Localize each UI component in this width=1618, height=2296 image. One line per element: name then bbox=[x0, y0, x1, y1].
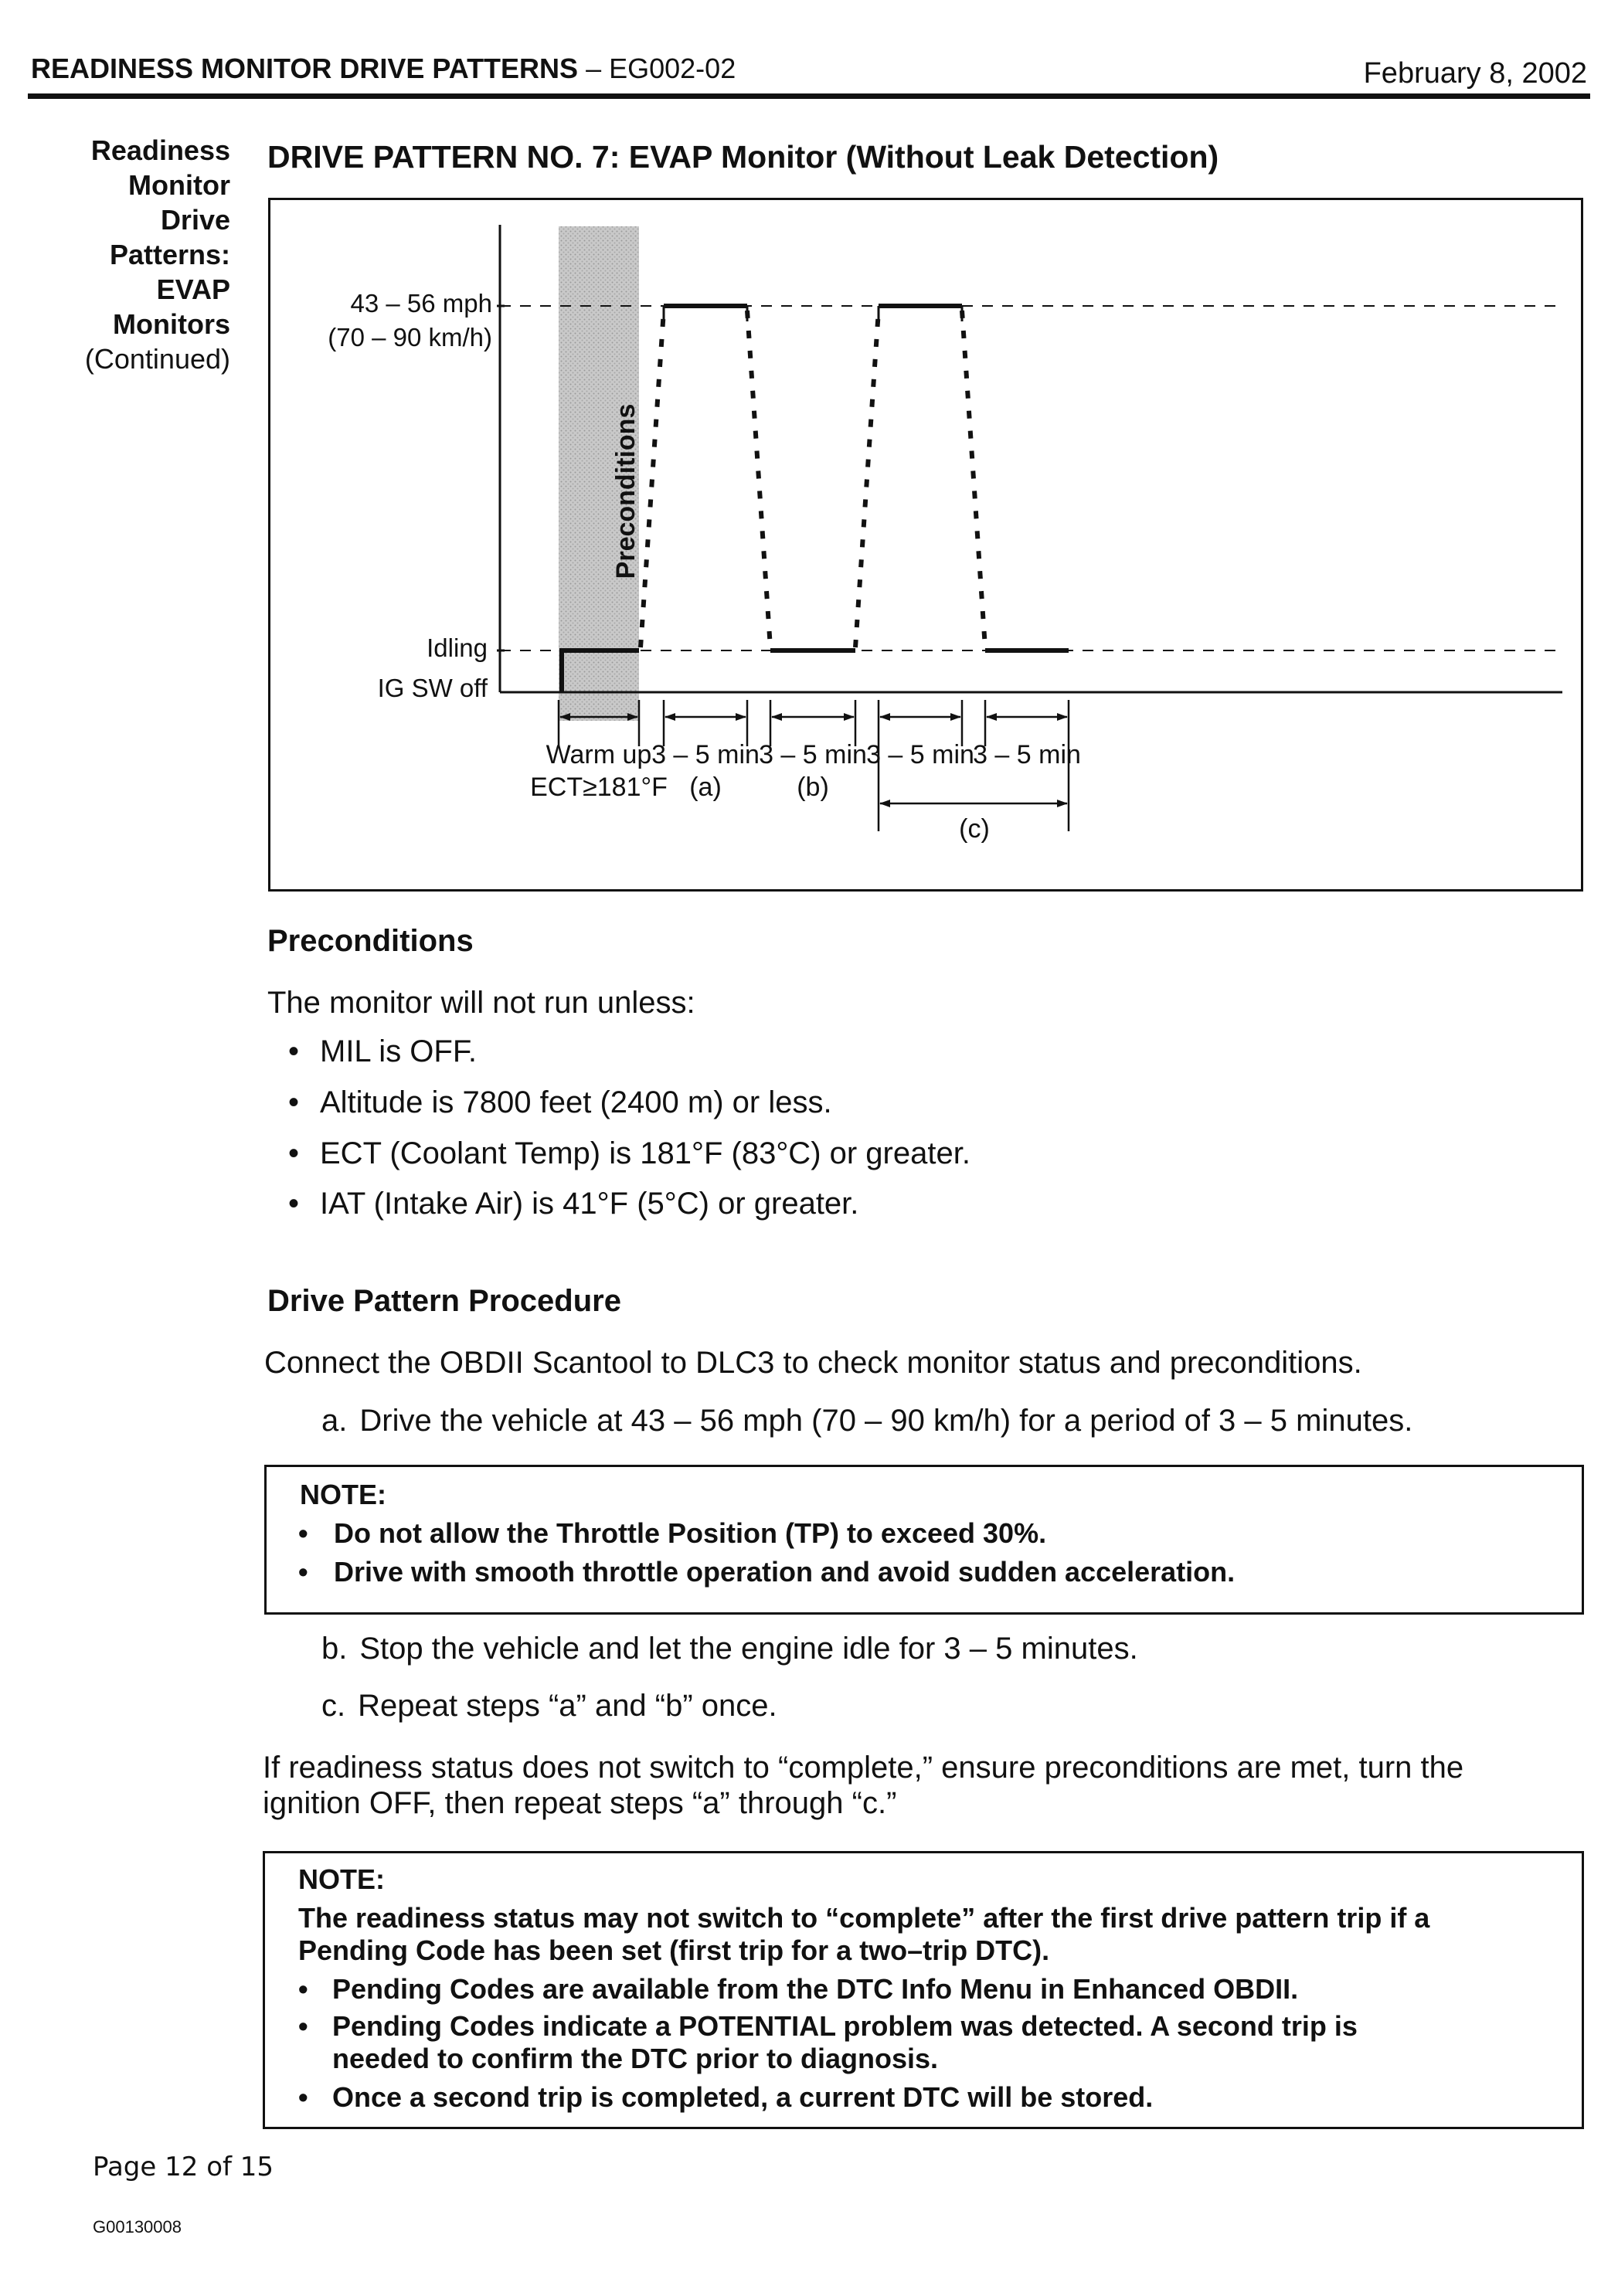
precondition-item bbox=[267, 1135, 970, 1172]
sidebar-line: Monitor bbox=[128, 169, 230, 201]
segment-a-duration: 3 – 5 min bbox=[651, 740, 760, 769]
note-item: • Once a second trip is completed, a current DTC will be stored. bbox=[298, 2081, 1154, 2113]
warmup-condition: ECT≥181°F bbox=[530, 773, 668, 802]
note-item: • Pending Codes indicate a POTENTIAL problem was detected. A second trip is bbox=[298, 2010, 1358, 2042]
ignition-off-label: IG SW off bbox=[377, 674, 488, 702]
step-text: Repeat steps “a” and “b” once. bbox=[358, 1689, 777, 1723]
precondition-item bbox=[267, 1185, 858, 1222]
page-number: Page 12 of 15 bbox=[93, 2152, 274, 2182]
segment-a-tag: (a) bbox=[689, 773, 722, 802]
bullet-dot: • bbox=[287, 1034, 299, 1068]
procedure-heading: Drive Pattern Procedure bbox=[267, 1284, 621, 1318]
step-text: Drive the vehicle at 43 – 56 mph (70 – 90 km/h) for a period of 3 – 5 minutes. bbox=[359, 1404, 1413, 1438]
note-heading: NOTE: bbox=[298, 1863, 385, 1895]
note-item: • Pending Codes are available from the DTC Info Menu in Enhanced OBDII. bbox=[298, 1973, 1299, 2005]
note-paragraph: The readiness status may not switch to “complete” after the first drive pattern trip if a bbox=[298, 1902, 1430, 1934]
sidebar-line: (Continued) bbox=[84, 343, 230, 375]
ramp-down-2 bbox=[962, 311, 985, 647]
precondition-text: Altitude is 7800 feet (2400 m) or less. bbox=[320, 1085, 832, 1119]
procedure-step-a bbox=[321, 1402, 1412, 1439]
procedure-outro-line: If readiness status does not switch to “complete,” ensure preconditions are met, turn the bbox=[263, 1751, 1464, 1785]
header-title: READINESS MONITOR DRIVE PATTERNS bbox=[31, 53, 579, 84]
precondition-text: ECT (Coolant Temp) is 181°F (83°C) or greater. bbox=[320, 1136, 970, 1170]
segment-b-duration: 3 – 5 min bbox=[759, 740, 867, 769]
speed-label-kmh: (70 – 90 km/h) bbox=[328, 323, 492, 352]
note-heading: NOTE: bbox=[300, 1479, 386, 1510]
note-paragraph: Pending Code has been set (first trip for a two–trip DTC). bbox=[298, 1934, 1050, 1966]
note-item: • Drive with smooth throttle operation and avoid sudden acceleration. bbox=[298, 1556, 1236, 1588]
sidebar-line: EVAP bbox=[156, 273, 230, 305]
note-text-continued: needed to confirm the DTC prior to diagnosis. bbox=[332, 2043, 939, 2074]
drive-pattern-chart bbox=[268, 198, 1583, 892]
step-letter: c. bbox=[321, 1689, 346, 1723]
precondition-item bbox=[267, 1084, 832, 1121]
preconditions-heading: Preconditions bbox=[267, 924, 474, 958]
note-item: • Do not allow the Throttle Position (TP) to exceed 30%. bbox=[298, 1517, 1047, 1549]
step-letter: a. bbox=[321, 1404, 348, 1438]
bullet-dot: • bbox=[287, 1136, 299, 1170]
sidebar-line: Drive bbox=[160, 204, 230, 236]
document-header bbox=[31, 53, 736, 85]
step-text: Stop the vehicle and let the engine idle for 3 – 5 minutes. bbox=[359, 1632, 1138, 1666]
segment-c-tag: (c) bbox=[959, 814, 990, 844]
section-title: DRIVE PATTERN NO. 7: EVAP Monitor (Without Leak Detection) bbox=[267, 139, 1219, 175]
warmup-label: Warm up bbox=[546, 740, 652, 769]
header-doc-id: – EG002-02 bbox=[578, 53, 736, 84]
header-rule bbox=[28, 93, 1590, 99]
ramp-up-1 bbox=[641, 311, 664, 647]
procedure-step-b bbox=[321, 1630, 1138, 1667]
ramp-up-2 bbox=[855, 311, 879, 647]
step-letter: b. bbox=[321, 1632, 348, 1666]
transition-dots bbox=[641, 311, 985, 647]
procedure-intro: Connect the OBDII Scantool to DLC3 to check monitor status and preconditions. bbox=[264, 1346, 1362, 1380]
note-text: Pending Codes indicate a POTENTIAL problem was detected. A second trip is bbox=[332, 2010, 1358, 2042]
header-date: February 8, 2002 bbox=[1363, 57, 1587, 90]
idle-label: Idling bbox=[427, 633, 488, 662]
segment-c2-duration: 3 – 5 min bbox=[973, 740, 1081, 769]
precondition-text: IAT (Intake Air) is 41°F (5°C) or greater. bbox=[320, 1187, 859, 1221]
precondition-text: MIL is OFF. bbox=[320, 1034, 477, 1068]
speed-label-mph: 43 – 56 mph bbox=[350, 289, 492, 318]
sidebar-line: Monitors bbox=[113, 308, 230, 340]
document-code: G00130008 bbox=[93, 2217, 182, 2237]
sidebar-heading bbox=[31, 133, 230, 376]
preconditions-intro: The monitor will not run unless: bbox=[267, 986, 695, 1020]
sidebar-line: Readiness bbox=[90, 134, 230, 166]
precondition-item bbox=[267, 1033, 477, 1070]
ramp-down-1 bbox=[747, 311, 770, 647]
note-text: Pending Codes are available from the DTC Info Menu in Enhanced OBDII. bbox=[332, 1973, 1299, 2005]
note-text: Drive with smooth throttle operation and avoid sudden acceleration. bbox=[334, 1556, 1236, 1588]
sidebar-line: Patterns: bbox=[109, 239, 230, 270]
segment-b-tag: (b) bbox=[797, 773, 829, 802]
note-text: Do not allow the Throttle Position (TP) to exceed 30%. bbox=[334, 1517, 1047, 1549]
procedure-outro-line: ignition OFF, then repeat steps “a” through “c.” bbox=[263, 1786, 897, 1820]
bullet-dot: • bbox=[287, 1187, 299, 1221]
note-text: Once a second trip is completed, a current DTC will be stored. bbox=[332, 2081, 1154, 2113]
segment-c1-duration: 3 – 5 min bbox=[866, 740, 974, 769]
preconditions-label: Preconditions bbox=[611, 403, 641, 579]
procedure-step-c bbox=[321, 1687, 777, 1724]
bullet-dot: • bbox=[287, 1085, 299, 1119]
